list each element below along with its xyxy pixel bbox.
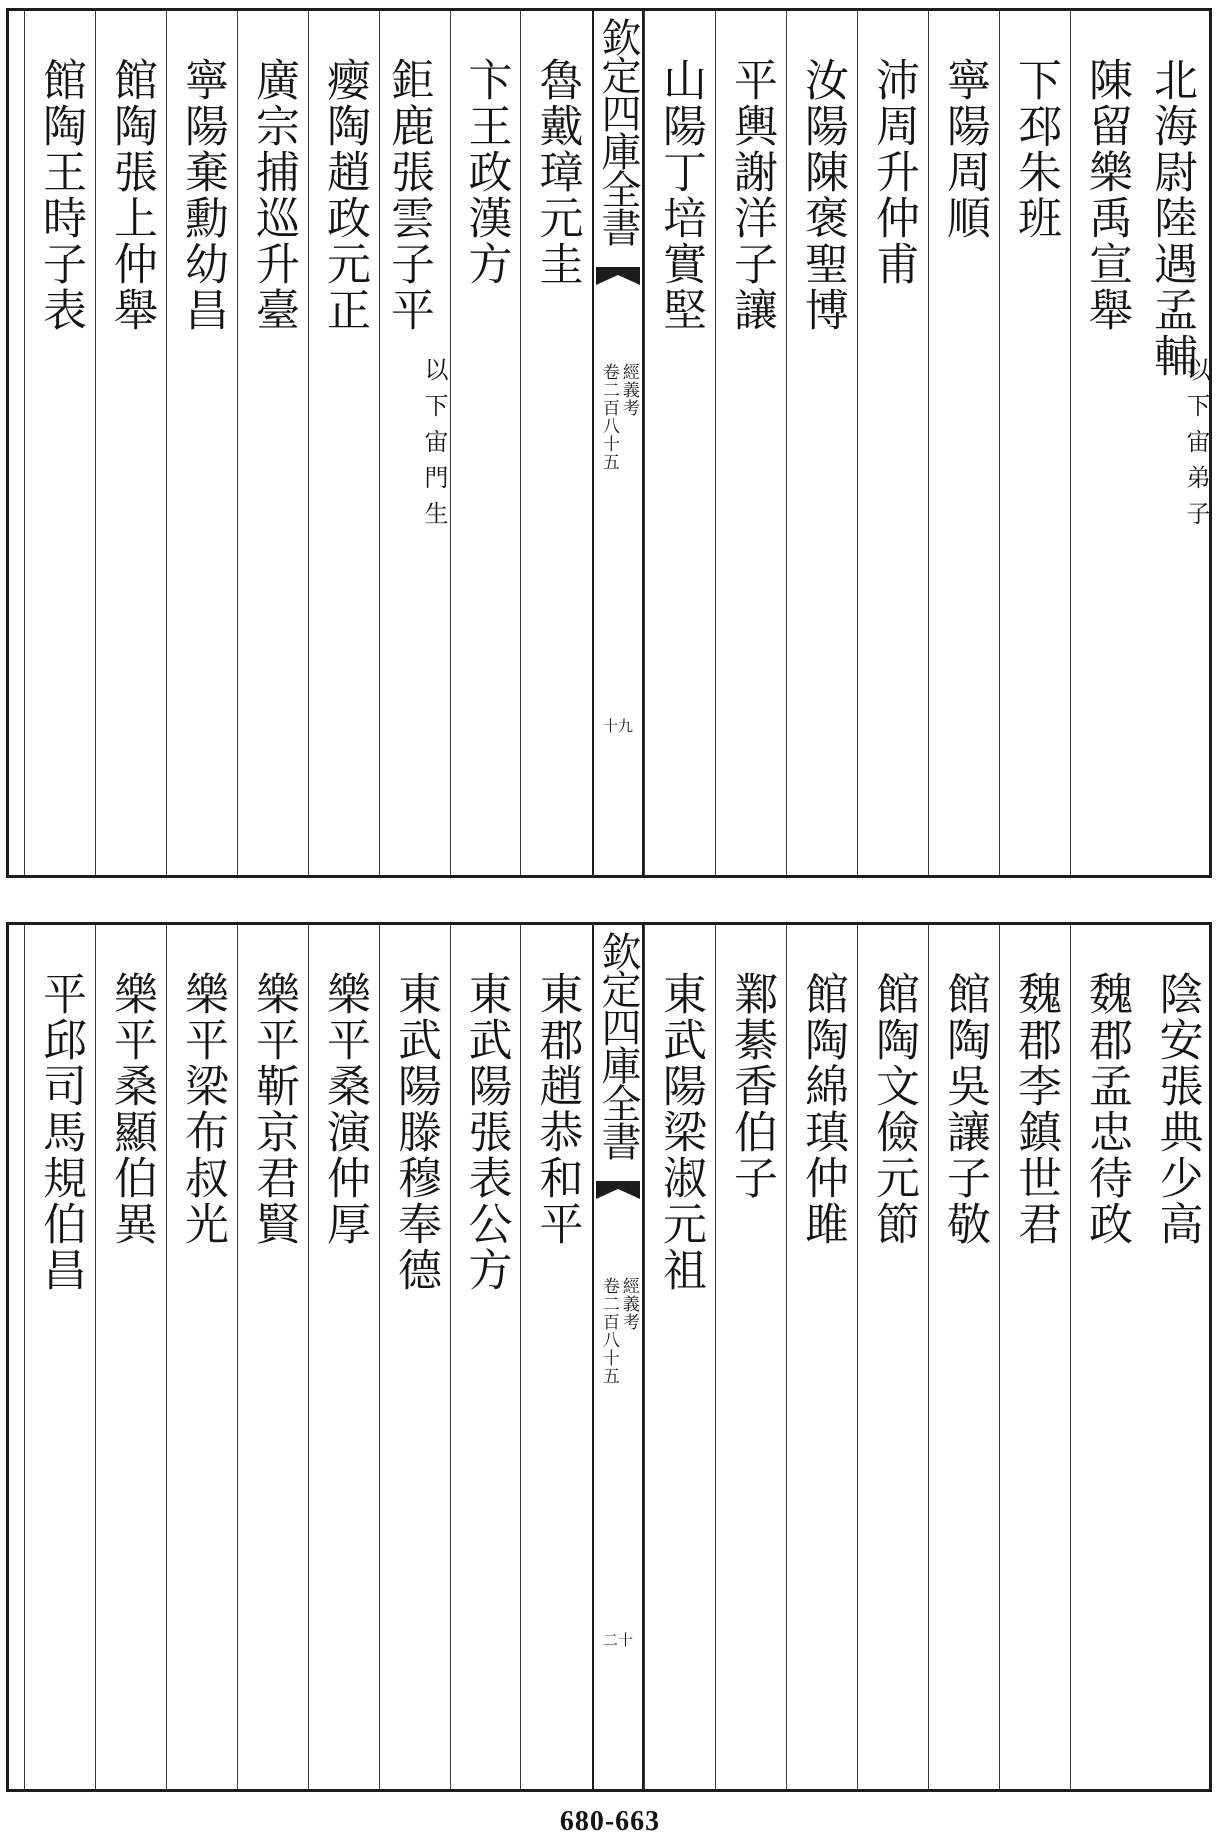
section-title: 經義考 — [618, 1277, 639, 1331]
column-8 — [644, 11, 715, 875]
bottom-page — [6, 922, 1212, 1792]
column-note: 以下宙門生 — [420, 357, 448, 537]
column-text: 館陶張上仲舉 — [106, 57, 157, 333]
column-12 — [308, 11, 379, 875]
column-text: 平邱司馬規伯昌 — [35, 971, 86, 1293]
column-text: 樂平桑顯伯異 — [106, 971, 157, 1247]
section-title: 經義考 — [618, 363, 639, 417]
column-text: 山陽丁培實堅 — [655, 57, 706, 333]
book-title: 欽定四庫全書 — [595, 931, 641, 1159]
fishtail-mark-icon — [596, 1181, 640, 1199]
column-text: 館陶綿瑱仲雎 — [797, 971, 848, 1247]
column-6 — [786, 925, 857, 1789]
column-text: 鄴綦香伯子 — [726, 971, 777, 1201]
column-13 — [237, 11, 308, 875]
column-9 — [521, 11, 592, 875]
column-2 — [1070, 925, 1141, 1789]
column-text: 樂平桑演仲厚 — [319, 971, 370, 1247]
column-5 — [857, 11, 928, 875]
column-4 — [928, 925, 999, 1789]
column-text: 館陶文儉元節 — [868, 971, 919, 1247]
column-text: 東武陽梁淑元祖 — [655, 971, 706, 1293]
column-text: 魯戴璋元圭 — [531, 57, 583, 287]
column-3 — [999, 11, 1070, 875]
center-fold-column — [592, 925, 644, 1789]
column-text: 北海尉陸遇孟輔 — [1146, 57, 1197, 379]
top-page — [6, 8, 1212, 878]
column-4 — [928, 11, 999, 875]
column-text: 鉅鹿張雲子平 — [383, 57, 434, 333]
leaf-number: 二十 — [602, 1631, 634, 1649]
column-15 — [95, 925, 166, 1789]
column-text: 館陶吳讓子敬 — [939, 971, 990, 1247]
column-text: 樂平梁布叔光 — [177, 971, 228, 1247]
column-14 — [166, 11, 237, 875]
column-2 — [1070, 11, 1141, 875]
column-text: 下邳朱班 — [1010, 57, 1061, 241]
column-15 — [95, 11, 166, 875]
column-13 — [237, 925, 308, 1789]
column-7 — [715, 925, 786, 1789]
column-text: 東郡趙恭和平 — [531, 971, 583, 1247]
column-text: 廣宗捕巡升臺 — [248, 57, 299, 333]
column-11 — [379, 11, 450, 875]
volume-number: 卷二百八十五 — [598, 1277, 619, 1385]
column-text: 陳留樂禹宣舉 — [1081, 57, 1132, 333]
column-text: 魏郡孟忠待政 — [1081, 971, 1132, 1247]
column-8 — [644, 925, 715, 1789]
column-text: 東武陽張表公方 — [460, 971, 512, 1293]
column-12 — [308, 925, 379, 1789]
column-10 — [450, 925, 521, 1789]
column-16 — [24, 925, 95, 1789]
column-text: 魏郡李鎮世君 — [1010, 971, 1061, 1247]
column-text: 瘿陶趙政元正 — [319, 57, 370, 333]
column-text: 寧陽周順 — [939, 57, 990, 241]
column-7 — [715, 11, 786, 875]
column-1 — [1141, 11, 1212, 875]
column-9 — [521, 925, 592, 1789]
column-text: 東武陽滕穆奉德 — [390, 971, 441, 1293]
column-3 — [999, 925, 1070, 1789]
book-title: 欽定四庫全書 — [595, 17, 641, 245]
column-1 — [1141, 925, 1212, 1789]
column-note: 以下宙弟子 — [1182, 357, 1210, 537]
column-5 — [857, 925, 928, 1789]
column-11 — [379, 925, 450, 1789]
page-code: 680-663 — [559, 1806, 661, 1837]
center-fold-column — [592, 11, 644, 875]
column-text: 卞王政漢方 — [460, 57, 512, 287]
column-text: 汝陽陳褒聖博 — [797, 57, 848, 333]
leaf-number: 十九 — [602, 717, 634, 735]
column-6 — [786, 11, 857, 875]
column-text: 陰安張典少高 — [1151, 971, 1203, 1247]
column-text: 沛周升仲甫 — [868, 57, 919, 287]
column-text: 樂平靳京君賢 — [248, 971, 299, 1247]
column-text: 平輿謝洋子讓 — [726, 57, 777, 333]
fishtail-mark-icon — [596, 267, 640, 285]
column-10 — [450, 11, 521, 875]
column-14 — [166, 925, 237, 1789]
column-16 — [24, 11, 95, 875]
column-text: 寧陽棄勳幼昌 — [177, 57, 228, 333]
volume-number: 卷二百八十五 — [598, 363, 619, 471]
column-text: 館陶王時子表 — [35, 57, 86, 333]
